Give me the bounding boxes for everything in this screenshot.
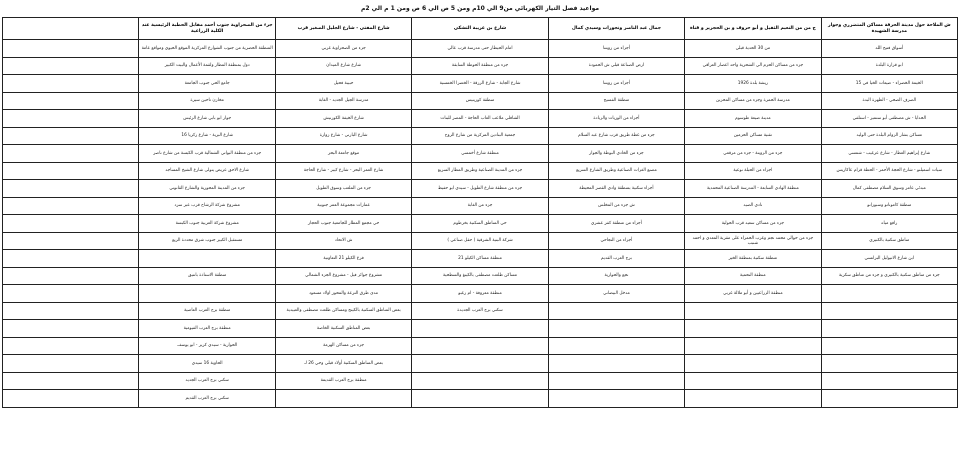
table-cell	[139, 250, 275, 268]
table-cell: المنطقة الحضرية من جنوب الشوارع المركزية الموقع الحيوي ومواقع عامة	[139, 40, 275, 58]
table-cell: حي مجمع المطار للجامعية جنوب الحجاز	[275, 215, 411, 233]
table-row	[3, 145, 958, 163]
table-cell: منطقة كاموناتو وسبوزانو	[821, 197, 957, 215]
table-cell	[685, 302, 821, 320]
table-cell: مدى طرق الترعة والمحوز اولاد مسعود	[275, 285, 411, 303]
table-cell: منطقة الفسيح	[548, 92, 684, 110]
table-row	[3, 355, 958, 373]
table-cell	[548, 337, 684, 355]
table-cell: منطقة برج العرب القديمة	[275, 372, 411, 390]
table-cell: مناطق سكنية بالكنيري	[821, 232, 957, 250]
table-cell: أسواق فتيح الله	[821, 40, 957, 58]
table-row	[3, 267, 958, 285]
table-cell: بعض المناطق السكنية بالكينج ومساكن طلعت مصطفى والعبيدية	[275, 302, 411, 320]
table-cell: جزء من الزويتة - جزء من مرقعي	[685, 145, 821, 163]
table-cell	[3, 180, 139, 198]
table-cell: الحدايا - ش مصطفى أبو ستمير - استلفي	[821, 110, 957, 128]
table-row	[3, 320, 958, 338]
table-cell	[3, 127, 139, 145]
table-cell: الحاوية 16 سيدي	[139, 355, 275, 373]
table-row	[3, 162, 958, 180]
table-cell: شارع إبراهيم العطار - شارع عرغيب - شمسي	[821, 145, 957, 163]
table-cell: مستقبل الكبير جنوب شرق محددة الربع	[139, 232, 275, 250]
table-row	[3, 390, 958, 408]
table-cell	[685, 390, 821, 408]
table-cell: جزء من المدينة المحورية والشارع القانوني	[139, 180, 275, 198]
table-cell	[685, 320, 821, 338]
table-cell: شركة البنية الشرقية ( حقل صناعي )	[412, 232, 548, 250]
table-cell: منطقة الاستاذة بانتيق	[139, 267, 275, 285]
table-cell	[3, 40, 139, 58]
table-cell: جزء من مساكن الحزم الي الشحرية واحد اعصار العراقي	[685, 57, 821, 75]
table-cell	[548, 355, 684, 373]
table-row	[3, 215, 958, 233]
table-row	[3, 302, 958, 320]
table-cell	[3, 18, 139, 40]
table-cell: اجزاء من الحبلة نوعية	[685, 162, 821, 180]
table-cell: سكني برج العرب القديم	[139, 390, 275, 408]
table-cell: مشروع جوائز فيل - مشروع الجزء الشمالي	[275, 267, 411, 285]
table-cell: مشروع شركة العربية جنوب الكبسة	[139, 215, 275, 233]
table-cell: أجزاء من النجاحي	[548, 232, 684, 250]
table-cell	[3, 355, 139, 373]
table-cell: من 30 الحدية قبلي	[685, 40, 821, 58]
table-cell: جزء من مساكن سعيد قرب الحولية	[685, 215, 821, 233]
table-cell	[3, 57, 139, 75]
table-cell: مساكن طلعت مصطفى بالكينغ والسطحية	[412, 267, 548, 285]
table-cell: مدرسة الحمرة وجزء من مساكن المحزين	[685, 92, 821, 110]
table-cell	[3, 197, 139, 215]
table-cell: ش الملاحة حول مدينة الحرفة مساكن المتضرري وجوار مدرسة الشهيدة	[821, 18, 957, 40]
table-cell: جزء من الصحراوية غربي	[275, 40, 411, 58]
table-cell: الشافلي ملاعب العاب الحاجة - المصر للبنات	[412, 110, 548, 128]
page-title: مواعيد فصل التيار الكهربائي من9 الي 10م ومن 5 ص الي 6 ص ومن 1 م الي 2م	[360, 5, 600, 12]
table-cell	[548, 302, 684, 320]
schedule-table	[2, 17, 958, 408]
table-cell: منطقة كوزينيس	[412, 92, 548, 110]
table-row	[3, 337, 958, 355]
table-cell: عمارات مجموعة العمر جنوبية	[275, 197, 411, 215]
table-cell	[412, 337, 548, 355]
table-cell	[821, 302, 957, 320]
table-cell	[548, 390, 684, 408]
table-cell: بعض المناطق السكنية أولاد قبلي وحي 26 لـ	[275, 355, 411, 373]
table-cell: جزء من الخادي البوطة والجوار	[548, 145, 684, 163]
table-cell	[3, 162, 139, 180]
table-row	[3, 180, 958, 198]
table-cell	[821, 285, 957, 303]
table-cell: ج من من النعيم الثقيل و أبو حروف و بن الحجرير و قناة	[685, 18, 821, 40]
table-row	[3, 75, 958, 93]
table-cell: جزء من منطقة شارع الطويل - سيدي ابو حفيط	[412, 180, 548, 198]
table-cell: جزء من مساكن الهرمة	[275, 337, 411, 355]
table-cell	[3, 232, 139, 250]
table-cell: ارض الصناعة قبلي ش الحمودة	[548, 57, 684, 75]
table-cell: منطقة النحمية	[685, 267, 821, 285]
table-row	[3, 197, 958, 215]
table-cell	[685, 372, 821, 390]
table-cell	[821, 372, 957, 390]
table-cell	[3, 75, 139, 93]
table-cell: جوار ابو بابي شارع الرئيس	[139, 110, 275, 128]
table-cell: شارع المقتي - شارع الجليل الصغير قرب	[275, 18, 411, 40]
table-cell: شارع الاحق عريض يتولى شارع الشيخ المساجد	[139, 162, 275, 180]
table-cell: شارع الخيفة الكورنيش	[275, 110, 411, 128]
table-cell: منطقة الزراعيين و أبو ملالة غربي	[685, 285, 821, 303]
schedule-table-body	[3, 18, 958, 408]
table-cell	[412, 355, 548, 373]
table-cell: شارع البرية - شارع زكريا 16	[139, 127, 275, 145]
table-cell: سكني برج العرب الجديد	[139, 372, 275, 390]
table-cell: شارع العمر البحر - شارع كيبر - شارع الحاجة	[275, 162, 411, 180]
table-row	[3, 232, 958, 250]
table-cell	[275, 390, 411, 408]
table-cell	[3, 390, 139, 408]
table-cell	[3, 92, 139, 110]
table-cell: أجزاء سكنية بمنطقة وادي القصر المحيطة	[548, 180, 684, 198]
table-cell: منطقة معروفة - ام زغبو	[412, 285, 548, 303]
table-cell	[821, 320, 957, 338]
table-cell: جزء من المدينة الصناعية وطريق المطار السريع	[412, 162, 548, 180]
table-cell: جزء من الصحراوية جنوب أحمد مقابل الحطبة الرئيسية عند الكلية الزراعية	[139, 18, 275, 40]
table-cell: تقنية مساكن الحزمين	[685, 127, 821, 145]
table-cell: ابو قرارة البلدة	[821, 57, 957, 75]
table-cell: شارع بن عزيبة التشكي	[412, 18, 548, 40]
table-cell: جمعية البنادين المركزية من شارع الروح	[412, 127, 548, 145]
table-cell: منطقة الهادي السابعة - المدرسة الصناعية المحمدية	[685, 180, 821, 198]
table-cell: ش جزء من المخلس	[548, 197, 684, 215]
table-cell: مشروع شركة الرشاح قرب عبر سرد	[139, 197, 275, 215]
table-cell: الخيمة الخضراء - ضيعات الخيا في 15	[821, 75, 957, 93]
table-cell: امام الحيطار حتى مدرسة قرب عالي	[412, 40, 548, 58]
table-cell: جزء من حوالي محمد نجم وغرب الحمراء على مقربة المعدي و احمد شنبب	[685, 232, 821, 250]
table-cell: دول بمنطقة المطار ولقمة الأعمال والبيت الكبير	[139, 57, 275, 75]
table-cell: جزء من الملعب وسوق الطويل	[275, 180, 411, 198]
table-cell: جزء من الغابة	[412, 197, 548, 215]
table-cell	[412, 320, 548, 338]
table-cell	[548, 372, 684, 390]
table-cell: جامع الحي جنوب الجامعة	[139, 75, 275, 93]
table-cell: مدرسة الجيل الجديد - الغابة	[275, 92, 411, 110]
table-cell: أجزاء من الوزيات والزيادة	[548, 110, 684, 128]
table-cell	[3, 285, 139, 303]
table-cell: جزء من غطة طريق قرب شارع عبد السلام	[548, 127, 684, 145]
table-cell: بعض المناطق السكنية الخاصة	[275, 320, 411, 338]
table-cell: منطقة شارع أخمسي	[412, 145, 548, 163]
table-cell	[412, 372, 548, 390]
table-cell	[821, 390, 957, 408]
table-cell	[3, 372, 139, 390]
table-cell: نجع والحوارية	[548, 267, 684, 285]
table-cell	[685, 337, 821, 355]
table-cell	[3, 320, 139, 338]
table-cell	[685, 355, 821, 373]
table-cell	[3, 145, 139, 163]
table-row	[3, 40, 958, 58]
table-cell: شارع البارني - شارع زوارة	[275, 127, 411, 145]
table-cell: حي المناطق السكنية بخرطوم	[412, 215, 548, 233]
table-cell: منطقة مساكن الكيلو 21	[412, 250, 548, 268]
table-cell	[3, 110, 139, 128]
table-cell: ش الاتحاد	[275, 232, 411, 250]
table-cell: نادي الصيد	[685, 197, 821, 215]
table-cell: مصنع الغزات الصناعية وطريق الشارع السريع	[548, 162, 684, 180]
table-cell: مساكن بشار الزوام البلدة حتى الوليد	[821, 127, 957, 145]
table-cell: جمال عبد الناصر ونجوزات وسيدي كمال	[548, 18, 684, 40]
table-cell: مخازن تاحين سيرة	[139, 92, 275, 110]
table-cell	[3, 215, 139, 233]
table-cell: أجزاء من زويتنا	[548, 75, 684, 93]
table-cell: فرع الكيلو 21 التعاونية	[275, 250, 411, 268]
table-cell: مبدئي عامر وسوق السلام مصطفى كمال	[821, 180, 957, 198]
table-cell: ابن شارع الاتيوليل البرانسي	[821, 250, 957, 268]
table-cell	[548, 320, 684, 338]
table-row	[3, 127, 958, 145]
table-cell: منطقة برج العرب الفيومية	[139, 320, 275, 338]
table-cell: برج العرب القديم	[548, 250, 684, 268]
table-cell	[3, 337, 139, 355]
table-row	[3, 18, 958, 40]
table-cell: جزء من منطقة البواتي الشمالية قرب الكبسة من شارع ناصر	[139, 145, 275, 163]
table-cell: أجزاء من منطقة كفر عشري	[548, 215, 684, 233]
table-cell: شارع شارع الميدان	[275, 57, 411, 75]
table-cell: سيات اسميلنو - شارع الحجة الأحمر - الحطة قرام عاكاريس	[821, 162, 957, 180]
table-cell	[139, 285, 275, 303]
table-row	[3, 110, 958, 128]
table-row	[3, 372, 958, 390]
table-cell	[3, 302, 139, 320]
table-cell: موقع جامعة البحر	[275, 145, 411, 163]
table-cell: رافع مياه	[821, 215, 957, 233]
table-cell	[821, 337, 957, 355]
table-cell: مدخل البيضاني	[548, 285, 684, 303]
table-cell: ريشة بلدة 1926	[685, 75, 821, 93]
table-cell: سكني برج العرب الجديدة	[412, 302, 548, 320]
table-cell: الصرف الصحي - الظهرة البدة	[821, 92, 957, 110]
table-cell: حبيبة فحيل	[275, 75, 411, 93]
table-cell	[821, 355, 957, 373]
table-row	[3, 285, 958, 303]
table-row	[3, 250, 958, 268]
table-cell: منطقة سكنية بمنطقة الخير	[685, 250, 821, 268]
table-cell: الحوارية - سيدي كرير - ابو يوسف	[139, 337, 275, 355]
table-cell	[3, 267, 139, 285]
table-row	[3, 92, 958, 110]
table-cell: شارع الجابة - شارع الرزقة - الخضرا الخمسية	[412, 75, 548, 93]
table-cell: جزء من منطقة الحوطة السابقة	[412, 57, 548, 75]
table-cell: مدينة ضيعة طوسوم	[685, 110, 821, 128]
table-cell: منطقة برج العرب العاصية	[139, 302, 275, 320]
table-cell	[3, 250, 139, 268]
table-cell: أجزاء من زويتنا	[548, 40, 684, 58]
table-cell: جزء من مناطق سكنية بالكنيري و جزء من مناطق سكرية	[821, 267, 957, 285]
table-row	[3, 57, 958, 75]
table-cell	[412, 390, 548, 408]
